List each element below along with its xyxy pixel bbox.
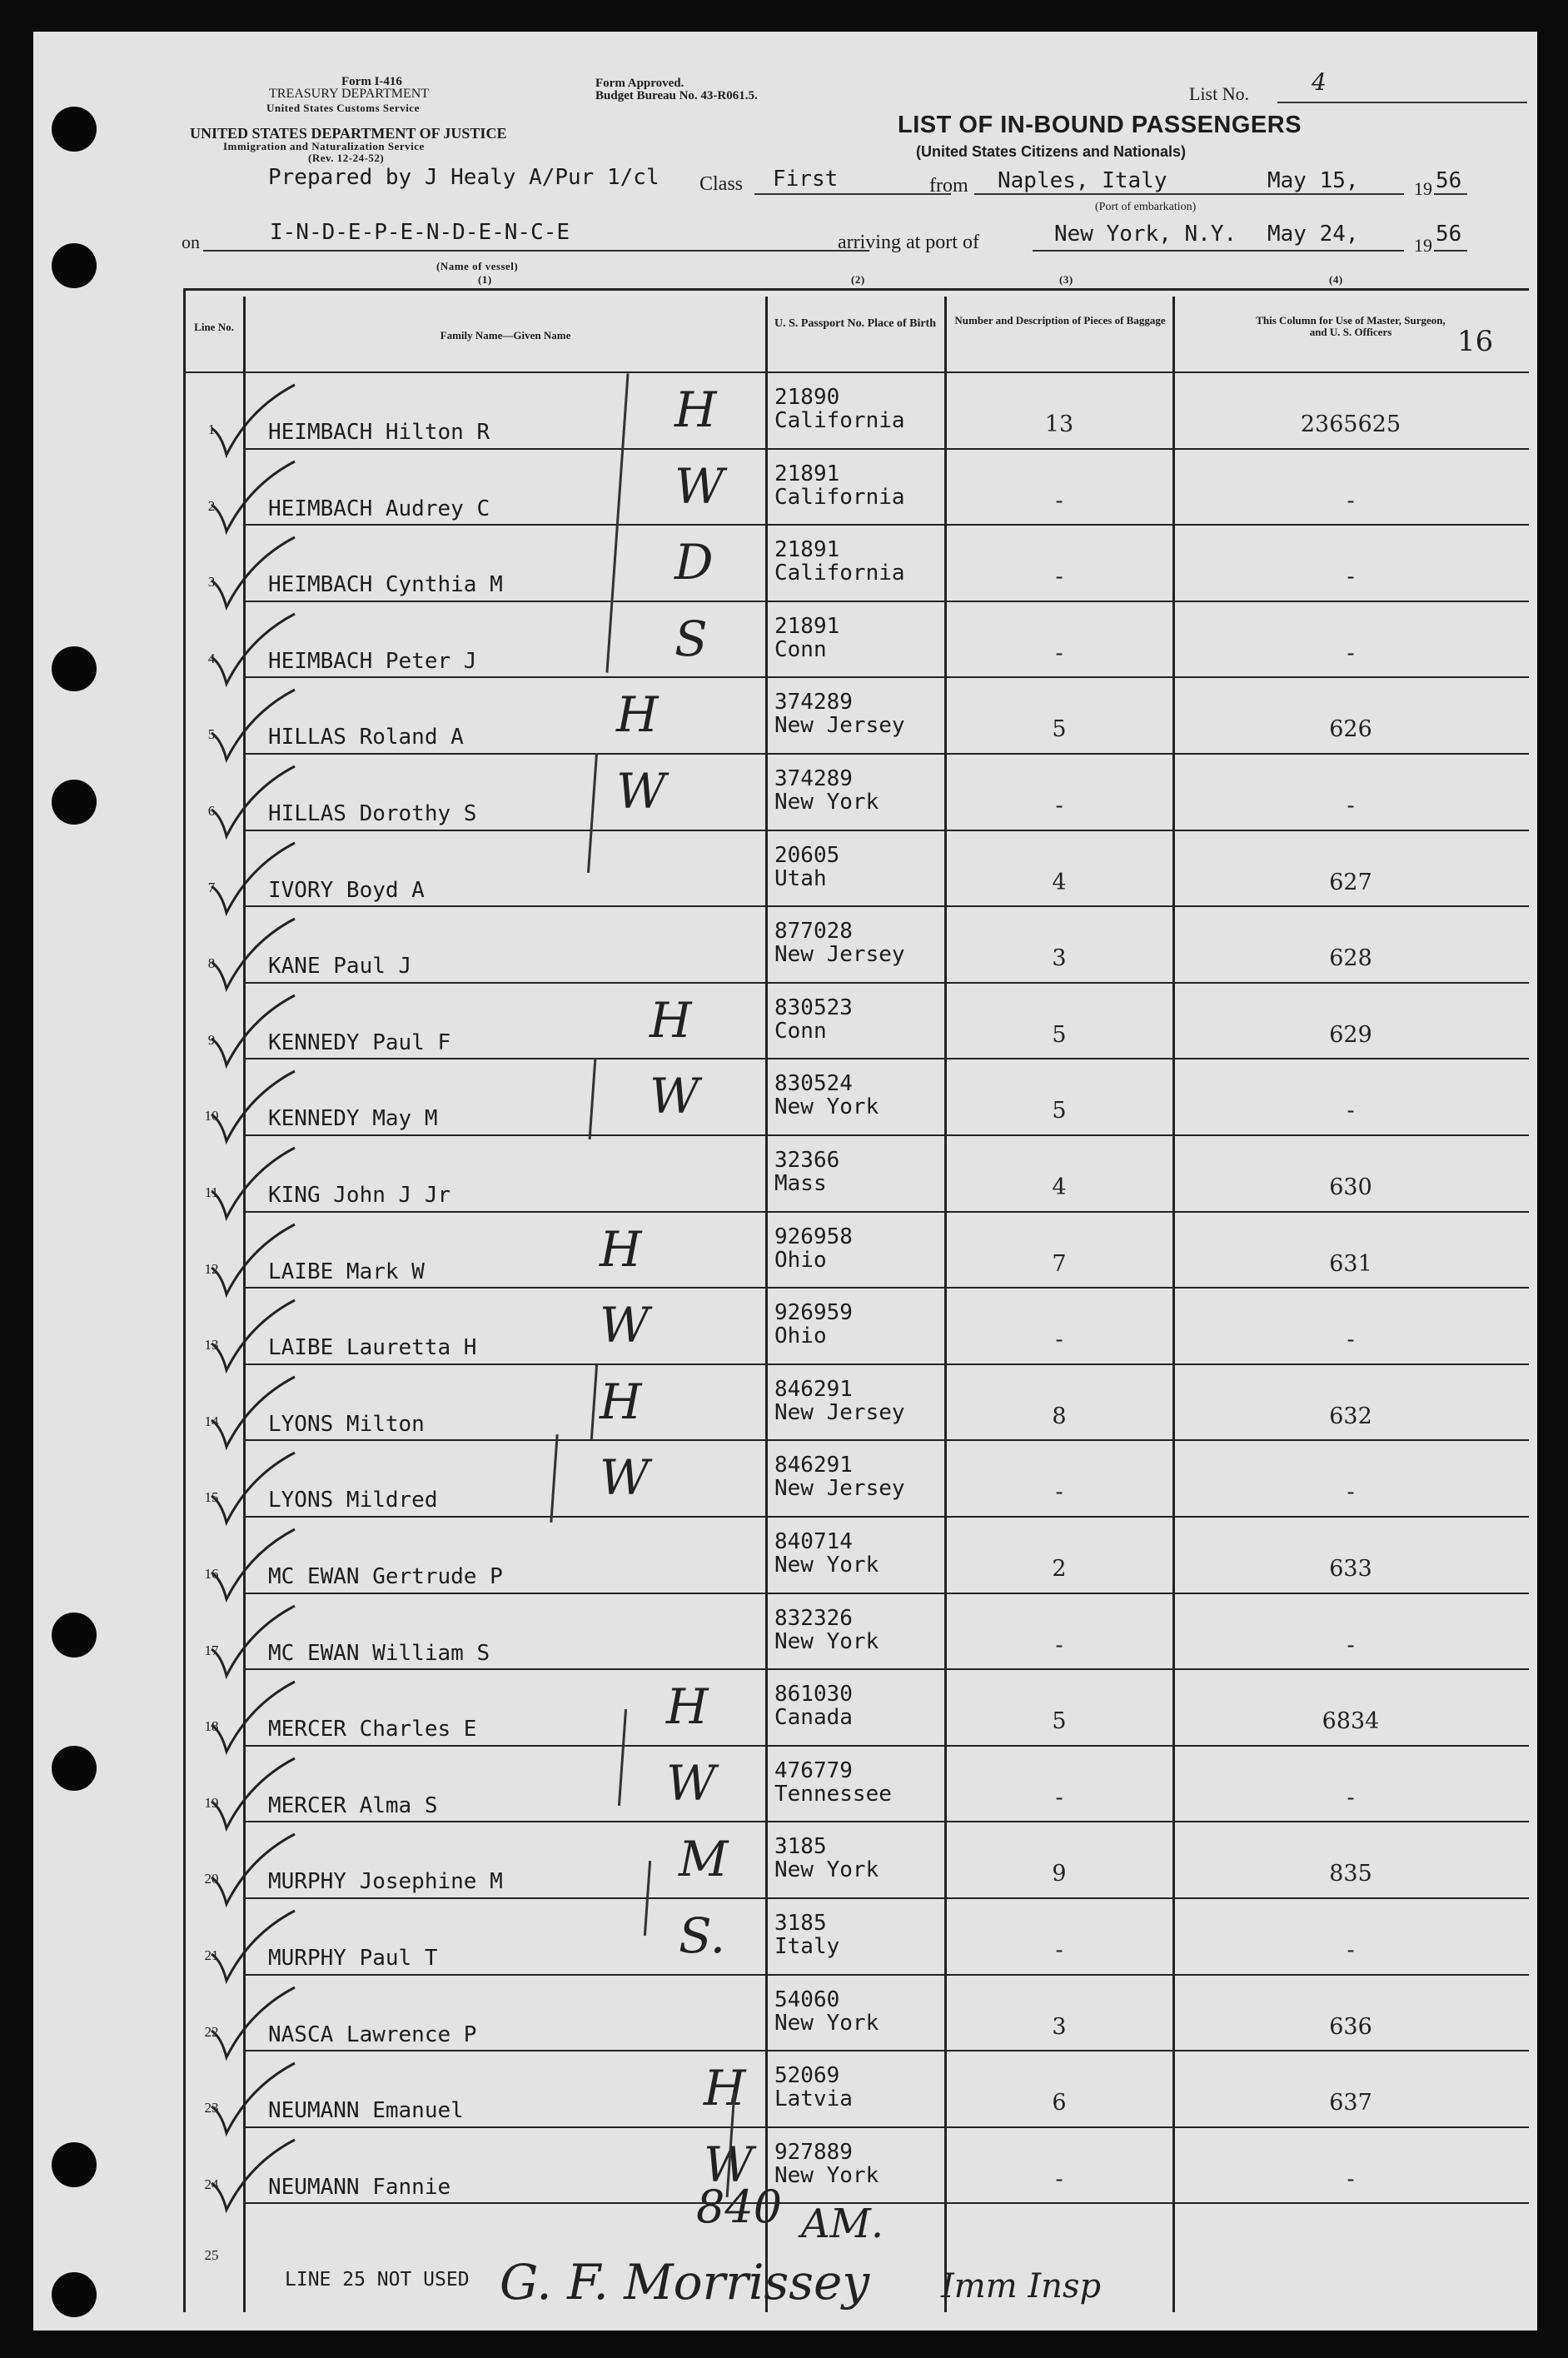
from-year-underline	[1434, 193, 1467, 195]
check-mark-icon	[208, 1451, 300, 1528]
family-relation-mark: H	[650, 991, 692, 1049]
row-divider	[243, 676, 1529, 678]
punch-hole	[52, 646, 97, 691]
on-label: on	[182, 232, 200, 252]
class-underline	[754, 193, 951, 195]
passport-number: 846291	[774, 1376, 853, 1402]
line-number: 11	[204, 1184, 219, 1200]
baggage-count: 4	[1052, 1174, 1067, 1200]
vessel-underline	[203, 250, 869, 252]
place-of-birth: California	[774, 408, 905, 433]
check-mark-icon	[208, 536, 300, 612]
class-value: First	[773, 167, 839, 192]
justice-dept: UNITED STATES DEPARTMENT OF JUSTICE	[190, 125, 507, 142]
check-mark-icon	[208, 1528, 300, 1604]
passenger-name: HEIMBACH Peter J	[268, 648, 477, 674]
place-of-birth: New York	[774, 2162, 879, 2188]
check-mark-icon	[208, 841, 300, 918]
officer-number: 637	[1329, 2090, 1372, 2116]
check-mark-icon	[208, 1146, 300, 1223]
row-divider	[243, 1211, 1529, 1213]
line-number: 4	[207, 650, 216, 666]
customs-label: United States Customs Service	[266, 102, 420, 114]
manifest-page	[33, 32, 1537, 2331]
place-of-birth: California	[774, 484, 905, 510]
baggage-count: 9	[1052, 1861, 1067, 1887]
arrival-time-am: AM.	[801, 2201, 884, 2247]
line-number: 8	[207, 955, 216, 972]
table-top-border	[183, 288, 1529, 291]
officer-number: 626	[1329, 716, 1372, 743]
class-label: Class	[699, 173, 744, 195]
passport-number: 830523	[774, 995, 853, 1020]
line-number: 22	[204, 2023, 219, 2040]
officer-number: -	[1346, 1479, 1355, 1506]
list-no-underline	[1277, 102, 1527, 103]
passenger-name: HEIMBACH Hilton R	[268, 420, 490, 445]
place-of-birth: Ohio	[774, 1324, 827, 1349]
baggage-count: 7	[1052, 1250, 1067, 1277]
officer-number: -	[1346, 487, 1355, 514]
passport-number: 927889	[774, 2139, 853, 2165]
baggage-count: -	[1055, 640, 1063, 666]
passenger-name: LAIBE Lauretta H	[268, 1335, 477, 1361]
col-num-3: (3)	[1059, 273, 1073, 286]
passport-number: 877028	[774, 919, 853, 945]
baggage-count: 5	[1052, 1098, 1067, 1124]
place-of-birth: New York	[774, 1857, 879, 1883]
officer-number: 632	[1329, 1403, 1372, 1429]
line-number-25: 25	[204, 2247, 219, 2263]
list-no-value: 4	[1312, 68, 1327, 96]
passport-number: 32366	[774, 1148, 840, 1173]
passenger-name: MC EWAN Gertrude P	[268, 1564, 503, 1589]
baggage-count: 8	[1052, 1403, 1067, 1429]
family-relation-mark: W	[704, 2136, 754, 2193]
family-bracket-stroke	[618, 1709, 627, 1806]
row-divider	[243, 2050, 1529, 2051]
line-number: 15	[204, 1489, 219, 1506]
family-relation-mark: W	[600, 1449, 650, 1507]
baggage-count: 3	[1052, 945, 1067, 972]
line-number: 21	[204, 1947, 219, 1963]
row-divider	[243, 1897, 1529, 1899]
passenger-name: HEIMBACH Cynthia M	[268, 572, 503, 598]
form-approved: Form Approved.	[595, 77, 684, 90]
passport-number: 861030	[774, 1682, 853, 1707]
row-divider	[243, 1593, 1529, 1594]
place-of-birth: New Jersey	[774, 713, 905, 739]
passport-number: 830524	[774, 1071, 853, 1097]
row-divider	[243, 1516, 1529, 1518]
check-mark-icon	[208, 1986, 300, 2062]
passport-number: 3185	[774, 1911, 827, 1936]
baggage-count: -	[1055, 1632, 1063, 1658]
treasury-label: TREASURY DEPARTMENT	[269, 87, 430, 101]
passport-number: 926959	[774, 1300, 853, 1326]
check-mark-icon	[208, 1069, 300, 1146]
baggage-count: -	[1055, 793, 1063, 819]
col-divider-passport	[944, 297, 947, 2312]
line-number: 1	[207, 421, 216, 437]
family-relation-mark: W	[616, 763, 666, 820]
passenger-name: MERCER Charles E	[268, 1717, 477, 1742]
line-number: 24	[204, 2176, 219, 2192]
place-of-birth: New York	[774, 1628, 879, 1654]
place-of-birth: Mass	[774, 1171, 827, 1196]
family-relation-mark: D	[674, 534, 714, 591]
punch-hole	[52, 780, 97, 825]
col-header-officers: This Column for Use of Master, Surgeon, and U. S. Officers	[1256, 314, 1446, 338]
arrival-year: 56	[1436, 222, 1462, 247]
family-bracket-stroke	[589, 1058, 597, 1139]
officer-number: -	[1346, 1327, 1355, 1353]
passenger-name: HEIMBACH Audrey C	[268, 496, 490, 521]
officer-number: 631	[1329, 1250, 1372, 1277]
place-of-birth: Conn	[774, 1018, 827, 1044]
passport-number: 840714	[774, 1529, 853, 1554]
passport-number: 21891	[774, 613, 840, 639]
passport-number: 52069	[774, 2063, 840, 2089]
officer-number: 636	[1329, 2013, 1372, 2040]
check-mark-icon	[208, 688, 300, 765]
officer-number: -	[1346, 2166, 1355, 2192]
check-mark-icon	[208, 383, 300, 460]
arrival-year-prefix: 19	[1414, 235, 1432, 256]
passenger-name: NASCA Lawrence P	[268, 2021, 477, 2047]
check-mark-icon	[208, 1223, 300, 1299]
inspector-title: Imm Insp	[941, 2267, 1102, 2306]
check-mark-icon	[208, 1299, 300, 1375]
family-relation-mark: H	[600, 1220, 642, 1278]
from-label: from	[929, 175, 968, 197]
line-number: 13	[204, 1337, 219, 1353]
baggage-count: 2	[1052, 1556, 1067, 1582]
family-relation-mark: H	[666, 1678, 709, 1736]
passenger-name: KENNEDY Paul F	[268, 1029, 451, 1055]
family-relation-mark: S	[674, 610, 708, 667]
passport-number: 926958	[774, 1224, 853, 1249]
col-num-1: (1)	[478, 273, 492, 286]
check-mark-icon	[208, 765, 300, 841]
family-relation-mark: H	[674, 381, 717, 438]
officer-number: 630	[1329, 1174, 1372, 1200]
baggage-count: -	[1055, 487, 1063, 514]
col-header-name: Family Name—Given Name	[440, 329, 571, 341]
passport-number: 21890	[774, 385, 840, 410]
check-mark-icon	[208, 1375, 300, 1452]
check-mark-icon	[208, 1680, 300, 1757]
check-mark-icon	[208, 2138, 300, 2215]
line-number: 20	[204, 1871, 219, 1887]
row-divider	[243, 1821, 1529, 1822]
officer-number: 835	[1329, 1861, 1372, 1887]
baggage-count: -	[1055, 1479, 1063, 1506]
passport-number: 21891	[774, 537, 840, 563]
place-of-birth: Tennessee	[774, 1781, 892, 1807]
row-divider	[243, 2202, 1529, 2204]
line25-note: LINE 25 NOT USED	[285, 2269, 470, 2291]
passport-number: 20605	[774, 842, 840, 868]
port-caption: (Port of embarkation)	[1095, 201, 1197, 213]
ins-label: Immigration and Naturalization Service	[223, 140, 425, 152]
row-divider	[243, 448, 1529, 450]
check-mark-icon	[208, 2061, 300, 2138]
family-relation-mark: W	[666, 1754, 716, 1812]
passport-number: 832326	[774, 1605, 853, 1631]
row-divider	[243, 601, 1529, 602]
passenger-name: LYONS Mildred	[268, 1488, 438, 1513]
line-number: 14	[204, 1413, 219, 1429]
from-year: 56	[1436, 168, 1462, 193]
place-of-birth: Italy	[774, 1934, 840, 1959]
col-header-baggage: Number and Description of Pieces of Baggage	[954, 314, 1166, 327]
passenger-name: LAIBE Mark W	[268, 1259, 425, 1284]
baggage-count: 5	[1052, 716, 1067, 743]
officer-number: -	[1346, 1784, 1355, 1811]
baggage-count: -	[1055, 1784, 1063, 1811]
row-divider	[243, 1668, 1529, 1670]
check-mark-icon	[208, 460, 300, 536]
col-divider-name	[765, 297, 768, 2312]
family-bracket-stroke	[587, 753, 598, 873]
punch-hole	[52, 1613, 97, 1658]
officer-number: 2365625	[1300, 411, 1401, 437]
row-divider	[243, 524, 1529, 526]
family-bracket-stroke	[550, 1434, 558, 1523]
officer-number: -	[1346, 1937, 1355, 1963]
col-header-passport: U. S. Passport No. Place of Birth	[774, 317, 937, 330]
family-relation-mark: H	[616, 686, 659, 744]
baggage-count: 6	[1052, 2090, 1067, 2116]
vessel-caption: (Name of vessel)	[436, 260, 519, 272]
line-number: 3	[207, 574, 216, 591]
baggage-count: 4	[1052, 869, 1067, 895]
line-number: 19	[204, 1794, 219, 1811]
from-port: Naples, Italy	[998, 168, 1167, 193]
row-divider	[243, 2126, 1529, 2128]
place-of-birth: Conn	[774, 636, 827, 662]
arrival-time: 840	[696, 2181, 783, 2233]
line-number: 16	[204, 1566, 219, 1582]
baggage-count: -	[1055, 2166, 1063, 2192]
line-number: 2	[207, 497, 216, 514]
line-number: 10	[204, 1108, 219, 1124]
family-relation-mark: H	[600, 1373, 642, 1430]
place-of-birth: California	[774, 561, 905, 586]
passenger-name: MURPHY Josephine M	[268, 1869, 503, 1895]
check-mark-icon	[208, 1757, 300, 1833]
row-divider	[243, 1134, 1529, 1136]
row-divider	[243, 1745, 1529, 1747]
arrival-underline	[1033, 250, 1404, 252]
row-divider	[243, 1439, 1529, 1441]
family-relation-mark: M	[679, 1831, 729, 1888]
officer-number: 627	[1329, 869, 1372, 895]
place-of-birth: Ohio	[774, 1247, 827, 1273]
place-of-birth: Canada	[774, 1705, 853, 1731]
row-divider	[243, 1287, 1529, 1289]
passenger-name: NEUMANN Emanuel	[268, 2098, 464, 2124]
officer-number: 633	[1329, 1556, 1372, 1582]
punch-hole	[52, 107, 97, 152]
col-num-2: (2)	[851, 273, 865, 286]
list-no-label: List No.	[1189, 83, 1250, 104]
page-title: LIST OF IN-BOUND PASSENGERS	[898, 112, 1302, 138]
arrival-port: New York, N.Y.	[1054, 222, 1237, 247]
family-relation-mark: W	[600, 1297, 650, 1354]
line-number: 6	[207, 803, 216, 819]
place-of-birth: New York	[774, 2010, 879, 2036]
baggage-count: -	[1055, 1937, 1063, 1963]
row-divider	[243, 1058, 1529, 1059]
line-number: 7	[207, 879, 216, 895]
passport-number: 846291	[774, 1453, 853, 1478]
place-of-birth: Utah	[774, 865, 827, 891]
col-num-4: (4)	[1329, 273, 1343, 286]
passport-number: 374289	[774, 690, 853, 715]
baggage-count: 5	[1052, 1021, 1067, 1048]
family-bracket-stroke	[605, 373, 629, 672]
budget-bureau: Budget Bureau No. 43-R061.5.	[595, 89, 758, 102]
row-divider	[243, 753, 1529, 755]
punch-hole	[52, 2272, 97, 2317]
check-mark-icon	[208, 1604, 300, 1681]
row-divider	[243, 1974, 1529, 1976]
baggage-count: 3	[1052, 2013, 1067, 2040]
prepared-by: Prepared by J Healy A/Pur 1/cl	[268, 165, 660, 190]
family-bracket-stroke	[590, 1364, 598, 1439]
vessel-name: I-N-D-E-P-E-N-D-E-N-C-E	[270, 220, 570, 245]
passenger-name: MERCER Alma S	[268, 1792, 438, 1818]
check-mark-icon	[208, 612, 300, 689]
page-subtitle: (United States Citizens and Nationals)	[916, 143, 1187, 160]
arrival-date: May 24,	[1267, 222, 1359, 247]
check-mark-icon	[208, 1832, 300, 1909]
header-bottom-border	[185, 371, 1529, 373]
family-relation-mark: W	[674, 457, 724, 515]
baggage-count: -	[1055, 1327, 1063, 1353]
officer-number: -	[1346, 640, 1355, 666]
officer-number: 629	[1329, 1021, 1372, 1048]
row-divider	[243, 830, 1529, 831]
passenger-name: NEUMANN Fannie	[268, 2174, 451, 2200]
place-of-birth: New Jersey	[774, 942, 905, 968]
officer-number: 628	[1329, 945, 1372, 972]
page-mark: 16	[1457, 325, 1494, 358]
passenger-name: HILLAS Roland A	[268, 725, 464, 750]
line-number: 17	[204, 1642, 219, 1658]
arriving-label: arriving at port of	[838, 232, 979, 253]
line-number: 23	[204, 2100, 219, 2116]
place-of-birth: New York	[774, 1553, 879, 1578]
row-divider	[243, 1363, 1529, 1365]
passenger-name: IVORY Boyd A	[268, 877, 425, 903]
place-of-birth: New Jersey	[774, 1399, 905, 1425]
place-of-birth: New Jersey	[774, 1476, 905, 1502]
check-mark-icon	[208, 1909, 300, 1986]
family-relation-mark: W	[650, 1068, 699, 1125]
officer-number: -	[1346, 1632, 1355, 1658]
family-relation-mark: H	[704, 2060, 746, 2117]
arrival-year-underline	[1434, 250, 1467, 252]
from-year-prefix: 19	[1414, 178, 1432, 199]
baggage-count: -	[1055, 564, 1063, 591]
line-number: 9	[207, 1031, 216, 1048]
passport-number: 476779	[774, 1757, 853, 1783]
revision: (Rev. 12-24-52)	[308, 152, 385, 164]
passenger-name: KENNEDY May M	[268, 1106, 438, 1132]
punch-hole	[52, 2142, 97, 2187]
place-of-birth: New York	[774, 1094, 879, 1120]
col-header-line: Line No.	[194, 321, 234, 333]
row-divider	[243, 982, 1529, 984]
from-date: May 15,	[1267, 168, 1359, 193]
passenger-name: LYONS Milton	[268, 1411, 425, 1437]
officer-number: -	[1346, 793, 1355, 819]
place-of-birth: Latvia	[774, 2086, 853, 2112]
passport-number: 3185	[774, 1834, 827, 1860]
passenger-name: MC EWAN William S	[268, 1640, 490, 1666]
line-number: 5	[207, 726, 216, 743]
family-relation-mark: S.	[679, 1907, 726, 1964]
form-number: Form I-416	[341, 75, 402, 88]
place-of-birth: New York	[774, 790, 879, 815]
officer-number: -	[1346, 564, 1355, 591]
from-underline	[974, 193, 1404, 195]
col-divider-baggage	[1172, 297, 1175, 2312]
passenger-name: KING John J Jr	[268, 1183, 451, 1208]
officer-number: -	[1346, 1098, 1355, 1124]
passenger-name: HILLAS Dorothy S	[268, 801, 477, 826]
passenger-name: KANE Paul J	[268, 954, 412, 980]
passenger-name: MURPHY Paul T	[268, 1946, 438, 1971]
line-number: 18	[204, 1718, 219, 1735]
officer-number: 6834	[1322, 1708, 1380, 1735]
baggage-count: 13	[1044, 411, 1074, 437]
passport-number: 54060	[774, 1987, 840, 2012]
punch-hole	[52, 1746, 97, 1791]
row-divider	[243, 905, 1529, 907]
punch-hole	[52, 243, 97, 288]
table-left-border	[183, 288, 186, 2312]
inspector-signature: G. F. Morrissey	[500, 2254, 870, 2311]
passport-number: 21891	[774, 461, 840, 486]
baggage-count: 5	[1052, 1708, 1067, 1735]
passport-number: 374289	[774, 766, 853, 791]
line-number: 12	[204, 1260, 219, 1277]
check-mark-icon	[208, 917, 300, 994]
check-mark-icon	[208, 994, 300, 1070]
